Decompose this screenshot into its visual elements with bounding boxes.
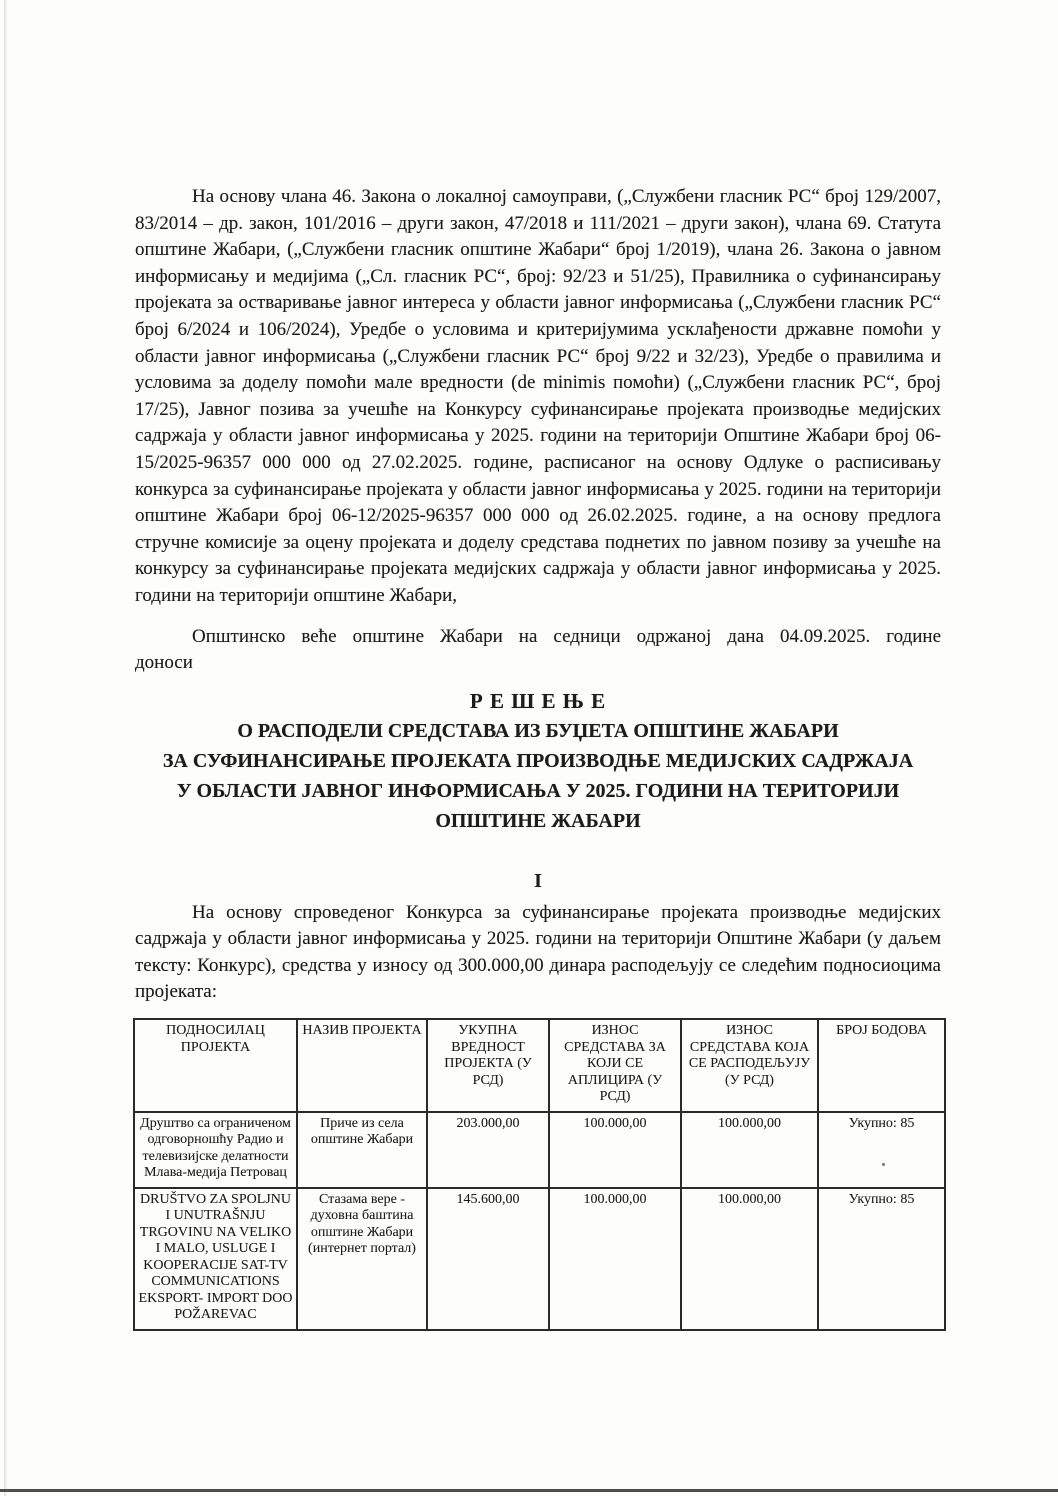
table-header-cell-project-name: НАЗИВ ПРОЈЕКТА bbox=[297, 1019, 427, 1112]
decision-title: Р Е Ш Е Њ Е bbox=[469, 688, 607, 713]
paragraph-session bbox=[135, 624, 941, 677]
section-number: I bbox=[534, 869, 542, 892]
allocation-table bbox=[133, 1018, 946, 1331]
table-cell-project-name: Стазама вере - духовна баштина општине Жабари (интернет портал) bbox=[297, 1188, 427, 1330]
table-header-cell-amount-applied: ИЗНОС СРЕДСТАВА ЗА КОЈИ СЕ АПЛИЦИРА (У РСД) bbox=[549, 1019, 681, 1112]
decision-subtitle-line-3: У ОБЛАСТИ ЈАВНОГ ИНФОРМИСАЊА У 2025. ГОДИНИ НА ТЕРИТОРИЈИ bbox=[176, 779, 900, 802]
scan-edge-left bbox=[4, 0, 7, 1496]
decision-subtitle-line-2: ЗА СУФИНАНСИРАЊЕ ПРОЈЕКАТА ПРОИЗВОДЊЕ МЕДИЈСКИХ САДРЖАЈА bbox=[162, 749, 914, 772]
table-cell-applicant: Друштво са ограниченом одговорношћу Радио и телевизијске делатности Млава-медија Петровац bbox=[134, 1112, 297, 1188]
paragraph-session-line: Општинско веће општине Жабари на седници одржаној дана 04.09.2025. године bbox=[192, 625, 941, 647]
scan-edge-bottom bbox=[0, 1489, 1058, 1492]
paragraph-session-tail: доноси bbox=[135, 652, 193, 674]
table-header-row bbox=[134, 1019, 945, 1112]
table-cell-amount-allocated: 100.000,00 bbox=[681, 1112, 818, 1188]
table-header-cell-amount-allocated: ИЗНОС СРЕДСТАВА КОЈА СЕ РАСПОДЕЉУЈУ (У РСД) bbox=[681, 1019, 818, 1112]
table-cell-amount-applied: 100.000,00 bbox=[549, 1112, 681, 1188]
table-cell-applicant: DRUŠTVO ZA SPOLJNU I UNUTRAŠNJU TRGOVINU NA VELIKO I MALO, USLUGE I KOOPERACIJE SAT-TV COMMUNICATIONS EKSPORT- IMPORT DOO POŽAREVAC bbox=[134, 1188, 297, 1330]
decision-subtitle-line-1: О РАСПОДЕЛИ СРЕДСТАВА ИЗ БУЏЕТА ОПШТИНЕ ЖАБАРИ bbox=[237, 719, 839, 742]
table-header-cell-applicant: ПОДНОСИЛАЦ ПРОЈЕКТА bbox=[134, 1019, 297, 1112]
table-cell-total-value: 203.000,00 bbox=[427, 1112, 549, 1188]
table-cell-total-value: 145.600,00 bbox=[427, 1188, 549, 1330]
table-cell-points: Укупно: 85 bbox=[818, 1112, 945, 1188]
table-cell-points: Укупно: 85 bbox=[818, 1188, 945, 1330]
paragraph-allocation: На основу спроведеног Конкурса за суфинансирање пројеката производње медијских садржаја у области јавног информисања у 2025. години на територији Општине Жабари (у даљем тексту: Конкурс), средства у износу од 300.000,00 динара расподељују се следећим подносиоцима пројеката: bbox=[135, 901, 941, 1003]
paragraph-legal-basis: На основу члана 46. Закона о локалној самоуправи, („Службени гласник РС“ број 129/2007, 83/2014 – др. закон, 101/2016 – други закон, 47/2018 и 111/2021 – други закон), члана 69. Статута општине Жабари, („Службени гласник општине Жабари“ број 1/2019), члана 26. Закона о јавном информисању и медијима („Сл. гласник РС“, број: 92/23 и 51/25), Правилника о суфинансирању пројеката за остваривање јавног интереса у области јавног информисања („Службени гласник РС“ број 6/2024 и 106/2024), Уредбе о условима и критеријумима усклађености државне помоћи у области јавног информисања („Службени гласник РС“ број 9/22 и 32/23), Уредбе о правилима и условима за доделу помоћи мале вредности (de minimis помоћи) („Службени гласник РС“, број 17/25), Јавног позива за учешће на Конкурсу суфинансирање пројеката производње медијских садржаја у области јавног информисања у 2025. години на територији Општине Жабари број 06-15/2025-96357 000 000 од 27.02.2025. године, расписаног на основу Одлуке о расписивању конкурса за суфинансирање пројеката у области јавног информисања у 2025. години на територији општине Жабари број 06-12/2025-96357 000 000 од 26.02.2025. године, а на основу предлога стручне комисије за оцену пројеката и доделу средстава поднетих по јавном позиву за учешће на конкурсу за суфинансирање пројеката медијских садржаја у области јавног информисања у 2025. години на територији општине Жабари, bbox=[135, 186, 941, 606]
decision-heading bbox=[135, 687, 941, 836]
table-header-cell-total-value: УКУПНА ВРЕДНОСТ ПРОЈЕКТА (У РСД) bbox=[427, 1019, 549, 1112]
table-cell-amount-allocated: 100.000,00 bbox=[681, 1188, 818, 1330]
decision-subtitle-line-4: ОПШТИНЕ ЖАБАРИ bbox=[435, 809, 641, 832]
table-row bbox=[134, 1112, 945, 1188]
table-row bbox=[134, 1188, 945, 1330]
table-header-cell-points: БРОЈ БОДОВА bbox=[818, 1019, 945, 1112]
table-cell-project-name: Приче из села општине Жабари bbox=[297, 1112, 427, 1188]
document-content bbox=[135, 184, 941, 1331]
table-cell-amount-applied: 100.000,00 bbox=[549, 1188, 681, 1330]
